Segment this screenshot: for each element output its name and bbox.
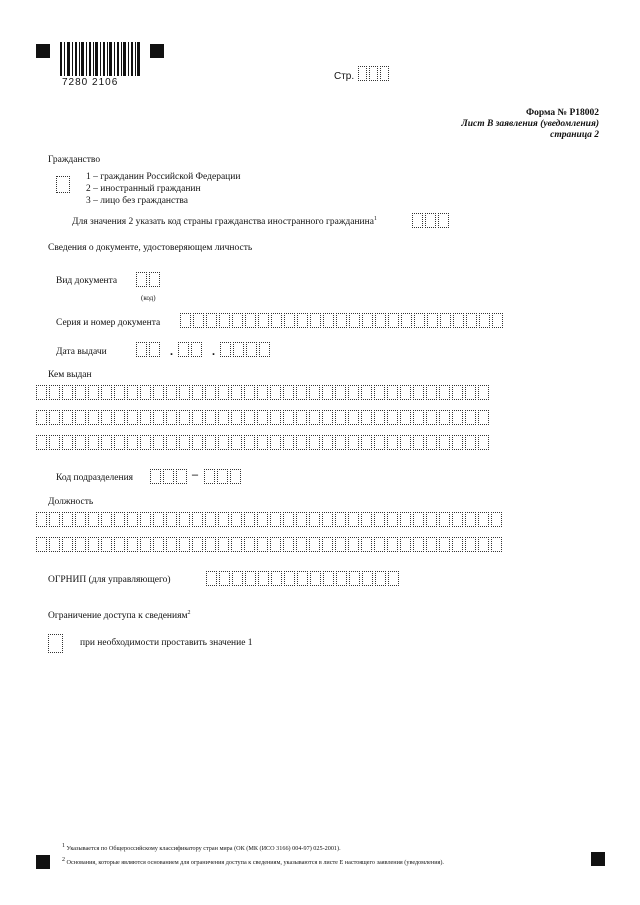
issued-by-cell[interactable]	[153, 435, 164, 450]
position-cell[interactable]	[101, 512, 112, 527]
issued-by-row[interactable]	[36, 435, 491, 450]
issue-year-field[interactable]	[220, 342, 272, 357]
footnote-2	[62, 857, 444, 866]
sheet-title: Лист В заявления (уведомления)	[461, 119, 599, 129]
position-cell[interactable]	[478, 537, 489, 552]
position-cell[interactable]	[218, 512, 229, 527]
issued-by-cell[interactable]	[75, 410, 86, 425]
issued-by-cell[interactable]	[452, 385, 463, 400]
series-number-cell[interactable]	[310, 313, 321, 328]
position-cell[interactable]	[361, 537, 372, 552]
series-number-cell[interactable]	[479, 313, 490, 328]
position-cell[interactable]	[127, 512, 138, 527]
position-cell[interactable]	[374, 512, 385, 527]
series-number-cell[interactable]	[232, 313, 243, 328]
issued-by-cell[interactable]	[153, 385, 164, 400]
issued-by-cell[interactable]	[439, 410, 450, 425]
position-cell[interactable]	[335, 537, 346, 552]
ogrnip-cell[interactable]	[336, 571, 347, 586]
ogrnip-cell[interactable]	[232, 571, 243, 586]
country-code-field[interactable]	[412, 213, 451, 228]
issued-by-cell[interactable]	[478, 410, 489, 425]
position-cell[interactable]	[426, 537, 437, 552]
issued-by-cell[interactable]	[322, 435, 333, 450]
issue-month-cell[interactable]	[191, 342, 202, 357]
division-code-cell[interactable]	[163, 469, 174, 484]
issued-by-cell[interactable]	[309, 385, 320, 400]
country-code-label	[72, 216, 377, 227]
issued-by-cell[interactable]	[49, 410, 60, 425]
division-code-cell[interactable]	[150, 469, 161, 484]
issued-by-cell[interactable]	[283, 410, 294, 425]
position-cell[interactable]	[374, 537, 385, 552]
issued-by-cell[interactable]	[153, 410, 164, 425]
barcode-number: 7280 2106	[62, 77, 119, 88]
issued-by-cell[interactable]	[283, 435, 294, 450]
position-cell[interactable]	[413, 537, 424, 552]
issued-by-cell[interactable]	[101, 410, 112, 425]
series-number-cell[interactable]	[427, 313, 438, 328]
position-cell[interactable]	[244, 512, 255, 527]
position-label: Должность	[48, 497, 94, 507]
doc-type-cell[interactable]	[136, 272, 147, 287]
issued-by-cell[interactable]	[127, 435, 138, 450]
page-label: Стр.	[334, 71, 355, 82]
footnote-2-text: Основания, которые являются основанием для ограничения доступа к сведениям, указываются в листе Е настоящего заявления (уведомления).	[66, 859, 444, 867]
position-cell[interactable]	[478, 512, 489, 527]
ogrnip-cell[interactable]	[388, 571, 399, 586]
ogrnip-cell[interactable]	[362, 571, 373, 586]
division-code-cell[interactable]	[204, 469, 215, 484]
series-number-cell[interactable]	[206, 313, 217, 328]
position-cell[interactable]	[36, 512, 47, 527]
position-cell[interactable]	[62, 537, 73, 552]
issued-by-cell[interactable]	[257, 385, 268, 400]
issue-day-cell[interactable]	[149, 342, 160, 357]
issued-by-cell[interactable]	[75, 435, 86, 450]
citizenship-option-1: 1 – гражданин Российской Федерации	[86, 172, 241, 182]
series-number-label: Серия и номер документа	[56, 318, 161, 328]
position-cell[interactable]	[49, 512, 60, 527]
footnote-1-number: 1	[62, 843, 65, 849]
issued-by-cell[interactable]	[218, 435, 229, 450]
country-code-label-text: Для значения 2 указать код страны гражданства иностранного гражданина	[72, 217, 374, 228]
position-cell[interactable]	[400, 512, 411, 527]
series-number-cell[interactable]	[323, 313, 334, 328]
issued-by-cell[interactable]	[166, 435, 177, 450]
issued-by-cell[interactable]	[36, 435, 47, 450]
issue-month-field[interactable]	[178, 342, 204, 357]
issue-month-cell[interactable]	[178, 342, 189, 357]
position-cell[interactable]	[88, 512, 99, 527]
issued-by-row[interactable]	[36, 410, 491, 425]
position-cell[interactable]	[140, 512, 151, 527]
position-cell[interactable]	[322, 537, 333, 552]
issued-by-cell[interactable]	[114, 385, 125, 400]
page-number-cell[interactable]	[358, 66, 367, 81]
issued-by-cell[interactable]	[270, 435, 281, 450]
ogrnip-cell[interactable]	[258, 571, 269, 586]
issued-by-cell[interactable]	[192, 435, 203, 450]
citizenship-heading: Гражданство	[48, 155, 101, 165]
issued-by-cell[interactable]	[374, 410, 385, 425]
doc-type-field[interactable]	[136, 272, 162, 287]
identity-doc-heading: Сведения о документе, удостоверяющем личность	[48, 243, 253, 253]
country-code-cell[interactable]	[425, 213, 436, 228]
division-code-part2[interactable]	[204, 469, 243, 484]
issued-by-cell[interactable]	[335, 410, 346, 425]
issued-by-cell[interactable]	[296, 410, 307, 425]
position-cell[interactable]	[309, 537, 320, 552]
issued-by-cell[interactable]	[218, 410, 229, 425]
issued-by-cell[interactable]	[322, 410, 333, 425]
division-code-label: Код подразделения	[56, 473, 134, 483]
issued-by-cell[interactable]	[387, 410, 398, 425]
issued-by-cell[interactable]	[348, 435, 359, 450]
series-number-cell[interactable]	[492, 313, 503, 328]
series-number-cell[interactable]	[180, 313, 191, 328]
division-code-cell[interactable]	[230, 469, 241, 484]
series-number-cell[interactable]	[297, 313, 308, 328]
position-cell[interactable]	[348, 512, 359, 527]
series-number-cell[interactable]	[453, 313, 464, 328]
issued-by-cell[interactable]	[114, 410, 125, 425]
division-code-cell[interactable]	[176, 469, 187, 484]
page-number-cell[interactable]	[369, 66, 378, 81]
issued-by-cell[interactable]	[387, 385, 398, 400]
position-cell[interactable]	[75, 537, 86, 552]
footnote-2-number: 2	[62, 857, 65, 863]
issued-by-cell[interactable]	[257, 435, 268, 450]
access-restriction-cell[interactable]	[48, 634, 63, 653]
position-cell[interactable]	[166, 512, 177, 527]
position-cell[interactable]	[413, 512, 424, 527]
position-cell[interactable]	[231, 537, 242, 552]
issued-by-cell[interactable]	[426, 435, 437, 450]
issued-by-cell[interactable]	[270, 410, 281, 425]
position-cell[interactable]	[218, 537, 229, 552]
issued-by-cell[interactable]	[465, 410, 476, 425]
position-cell[interactable]	[205, 537, 216, 552]
position-cell[interactable]	[270, 537, 281, 552]
issued-by-cell[interactable]	[231, 385, 242, 400]
footnote-1	[62, 843, 341, 852]
issued-by-cell[interactable]	[244, 435, 255, 450]
position-cell[interactable]	[205, 512, 216, 527]
position-cell[interactable]	[192, 537, 203, 552]
issued-by-cell[interactable]	[166, 385, 177, 400]
issued-by-cell[interactable]	[387, 435, 398, 450]
position-cell[interactable]	[296, 537, 307, 552]
barcode-image	[60, 42, 140, 76]
issued-by-cell[interactable]	[426, 410, 437, 425]
position-cell[interactable]	[491, 537, 502, 552]
issued-by-cell[interactable]	[49, 385, 60, 400]
issued-by-cell[interactable]	[101, 435, 112, 450]
issued-by-cell[interactable]	[192, 385, 203, 400]
position-cell[interactable]	[387, 537, 398, 552]
position-cell[interactable]	[387, 512, 398, 527]
series-number-cell[interactable]	[258, 313, 269, 328]
ogrnip-cell[interactable]	[297, 571, 308, 586]
issued-by-cell[interactable]	[205, 385, 216, 400]
series-number-cell[interactable]	[219, 313, 230, 328]
issued-by-cell[interactable]	[88, 410, 99, 425]
position-cell[interactable]	[88, 537, 99, 552]
issue-day-field[interactable]	[136, 342, 162, 357]
country-code-cell[interactable]	[438, 213, 449, 228]
issued-by-cell[interactable]	[439, 385, 450, 400]
issued-by-cell[interactable]	[205, 410, 216, 425]
position-cell[interactable]	[179, 537, 190, 552]
ogrnip-cell[interactable]	[219, 571, 230, 586]
issue-year-cell[interactable]	[246, 342, 257, 357]
issued-by-cell[interactable]	[296, 385, 307, 400]
issued-by-cell[interactable]	[374, 435, 385, 450]
doc-type-label: Вид документа	[56, 276, 118, 286]
issued-by-cell[interactable]	[101, 385, 112, 400]
doc-type-cell[interactable]	[149, 272, 160, 287]
issued-by-cell[interactable]	[452, 410, 463, 425]
series-number-cell[interactable]	[336, 313, 347, 328]
ogrnip-cell[interactable]	[271, 571, 282, 586]
position-cell[interactable]	[439, 512, 450, 527]
issue-day-cell[interactable]	[136, 342, 147, 357]
position-cell[interactable]	[296, 512, 307, 527]
position-row[interactable]	[36, 537, 504, 552]
position-cell[interactable]	[75, 512, 86, 527]
registration-marker-bottom-left	[36, 855, 50, 869]
issued-by-cell[interactable]	[127, 410, 138, 425]
page-title: страница 2	[550, 130, 599, 140]
issued-by-cell[interactable]	[88, 385, 99, 400]
issued-by-cell[interactable]	[400, 385, 411, 400]
issued-by-label: Кем выдан	[48, 370, 92, 380]
issued-by-cell[interactable]	[75, 385, 86, 400]
issued-by-cell[interactable]	[140, 385, 151, 400]
issued-by-cell[interactable]	[413, 410, 424, 425]
issued-by-cell[interactable]	[179, 435, 190, 450]
issued-by-cell[interactable]	[62, 410, 73, 425]
issued-by-cell[interactable]	[62, 385, 73, 400]
issued-by-cell[interactable]	[62, 435, 73, 450]
issued-by-cell[interactable]	[36, 410, 47, 425]
position-cell[interactable]	[114, 512, 125, 527]
position-cell[interactable]	[348, 537, 359, 552]
issued-by-cell[interactable]	[283, 385, 294, 400]
position-cell[interactable]	[465, 537, 476, 552]
issued-by-cell[interactable]	[88, 435, 99, 450]
doc-type-code-hint: (код)	[141, 294, 156, 302]
position-cell[interactable]	[465, 512, 476, 527]
issue-date-label: Дата выдачи	[56, 347, 107, 357]
citizenship-field[interactable]	[56, 176, 72, 193]
issued-by-cell[interactable]	[439, 435, 450, 450]
series-number-cell[interactable]	[440, 313, 451, 328]
position-cell[interactable]	[49, 537, 60, 552]
issued-by-cell[interactable]	[413, 435, 424, 450]
issued-by-cell[interactable]	[140, 410, 151, 425]
position-cell[interactable]	[452, 537, 463, 552]
position-cell[interactable]	[179, 512, 190, 527]
issued-by-cell[interactable]	[244, 385, 255, 400]
position-cell[interactable]	[62, 512, 73, 527]
access-hint: при необходимости проставить значение 1	[80, 638, 253, 648]
issued-by-cell[interactable]	[192, 410, 203, 425]
issued-by-cell[interactable]	[400, 435, 411, 450]
issued-by-cell[interactable]	[400, 410, 411, 425]
issued-by-cell[interactable]	[348, 410, 359, 425]
position-cell[interactable]	[127, 537, 138, 552]
position-cell[interactable]	[101, 537, 112, 552]
position-cell[interactable]	[283, 537, 294, 552]
issued-by-cell[interactable]	[309, 435, 320, 450]
issue-year-cell[interactable]	[259, 342, 270, 357]
series-number-cell[interactable]	[193, 313, 204, 328]
registration-marker-bottom-right	[591, 852, 605, 866]
issued-by-cell[interactable]	[309, 410, 320, 425]
position-cell[interactable]	[309, 512, 320, 527]
issued-by-cell[interactable]	[166, 410, 177, 425]
position-cell[interactable]	[114, 537, 125, 552]
position-cell[interactable]	[257, 512, 268, 527]
issued-by-cell[interactable]	[361, 435, 372, 450]
position-row[interactable]	[36, 512, 504, 527]
ogrnip-label: ОГРНИП (для управляющего)	[48, 575, 171, 585]
series-number-field[interactable]	[180, 313, 505, 328]
issued-by-cell[interactable]	[335, 435, 346, 450]
position-cell[interactable]	[400, 537, 411, 552]
position-cell[interactable]	[270, 512, 281, 527]
issued-by-cell[interactable]	[478, 435, 489, 450]
issued-by-cell[interactable]	[322, 385, 333, 400]
issued-by-cell[interactable]	[36, 385, 47, 400]
issued-by-cell[interactable]	[270, 385, 281, 400]
issued-by-cell[interactable]	[179, 385, 190, 400]
issued-by-cell[interactable]	[114, 435, 125, 450]
issued-by-cell[interactable]	[296, 435, 307, 450]
issued-by-cell[interactable]	[478, 385, 489, 400]
issued-by-cell[interactable]	[426, 385, 437, 400]
citizenship-option-3: 3 – лицо без гражданства	[86, 196, 188, 206]
issued-by-cell[interactable]	[218, 385, 229, 400]
issued-by-cell[interactable]	[361, 410, 372, 425]
position-cell[interactable]	[257, 537, 268, 552]
date-separator: .	[212, 344, 215, 358]
position-cell[interactable]	[153, 537, 164, 552]
position-cell[interactable]	[36, 537, 47, 552]
issued-by-cell[interactable]	[49, 435, 60, 450]
page-number-field[interactable]	[358, 66, 391, 81]
position-cell[interactable]	[439, 537, 450, 552]
ogrnip-cell[interactable]	[323, 571, 334, 586]
position-cell[interactable]	[140, 537, 151, 552]
series-number-cell[interactable]	[401, 313, 412, 328]
issued-by-cell[interactable]	[257, 410, 268, 425]
issued-by-cell[interactable]	[179, 410, 190, 425]
position-cell[interactable]	[166, 537, 177, 552]
ogrnip-cell[interactable]	[284, 571, 295, 586]
citizenship-cell[interactable]	[56, 176, 70, 193]
issued-by-cell[interactable]	[452, 435, 463, 450]
position-cell[interactable]	[491, 512, 502, 527]
issue-year-cell[interactable]	[233, 342, 244, 357]
issued-by-cell[interactable]	[374, 385, 385, 400]
issued-by-cell[interactable]	[140, 435, 151, 450]
form-title-block	[461, 108, 599, 141]
access-restriction-field[interactable]	[48, 634, 65, 653]
position-cell[interactable]	[244, 537, 255, 552]
access-heading	[48, 610, 190, 621]
ogrnip-field[interactable]	[206, 571, 401, 586]
ogrnip-cell[interactable]	[245, 571, 256, 586]
issued-by-row[interactable]	[36, 385, 491, 400]
series-number-cell[interactable]	[284, 313, 295, 328]
form-title: Форма № Р18002	[525, 108, 599, 118]
series-number-cell[interactable]	[414, 313, 425, 328]
division-code-separator: –	[192, 467, 198, 481]
registration-marker-top-left	[36, 44, 50, 58]
position-cell[interactable]	[335, 512, 346, 527]
position-cell[interactable]	[231, 512, 242, 527]
date-separator: .	[170, 344, 173, 358]
issued-by-cell[interactable]	[465, 435, 476, 450]
division-code-part1[interactable]	[150, 469, 189, 484]
access-heading-text: Ограничение доступа к сведениям	[48, 611, 188, 622]
issued-by-cell[interactable]	[413, 385, 424, 400]
position-cell[interactable]	[153, 512, 164, 527]
series-number-cell[interactable]	[271, 313, 282, 328]
series-number-cell[interactable]	[388, 313, 399, 328]
footnote-ref-1: 1	[373, 216, 377, 222]
ogrnip-cell[interactable]	[310, 571, 321, 586]
series-number-cell[interactable]	[362, 313, 373, 328]
ogrnip-cell[interactable]	[206, 571, 217, 586]
issued-by-cell[interactable]	[348, 385, 359, 400]
position-cell[interactable]	[322, 512, 333, 527]
division-code-cell[interactable]	[217, 469, 228, 484]
position-cell[interactable]	[283, 512, 294, 527]
footnote-1-text: Указывается по Общероссийскому классификатору стран мира (ОК (МК (ИСО 3166) 004-97) 025-2001).	[66, 845, 341, 853]
position-cell[interactable]	[361, 512, 372, 527]
issued-by-cell[interactable]	[465, 385, 476, 400]
issued-by-cell[interactable]	[127, 385, 138, 400]
position-cell[interactable]	[426, 512, 437, 527]
footnote-ref-2: 2	[187, 610, 191, 616]
series-number-cell[interactable]	[245, 313, 256, 328]
position-cell[interactable]	[192, 512, 203, 527]
issued-by-cell[interactable]	[205, 435, 216, 450]
issue-year-cell[interactable]	[220, 342, 231, 357]
registration-marker-top-right	[150, 44, 164, 58]
country-code-cell[interactable]	[412, 213, 423, 228]
issued-by-cell[interactable]	[231, 410, 242, 425]
issued-by-cell[interactable]	[361, 385, 372, 400]
series-number-cell[interactable]	[375, 313, 386, 328]
citizenship-option-2: 2 – иностранный гражданин	[86, 184, 201, 194]
position-cell[interactable]	[452, 512, 463, 527]
series-number-cell[interactable]	[466, 313, 477, 328]
page-number-cell[interactable]	[380, 66, 389, 81]
issued-by-cell[interactable]	[244, 410, 255, 425]
ogrnip-cell[interactable]	[349, 571, 360, 586]
issued-by-cell[interactable]	[231, 435, 242, 450]
series-number-cell[interactable]	[349, 313, 360, 328]
ogrnip-cell[interactable]	[375, 571, 386, 586]
issued-by-cell[interactable]	[335, 385, 346, 400]
